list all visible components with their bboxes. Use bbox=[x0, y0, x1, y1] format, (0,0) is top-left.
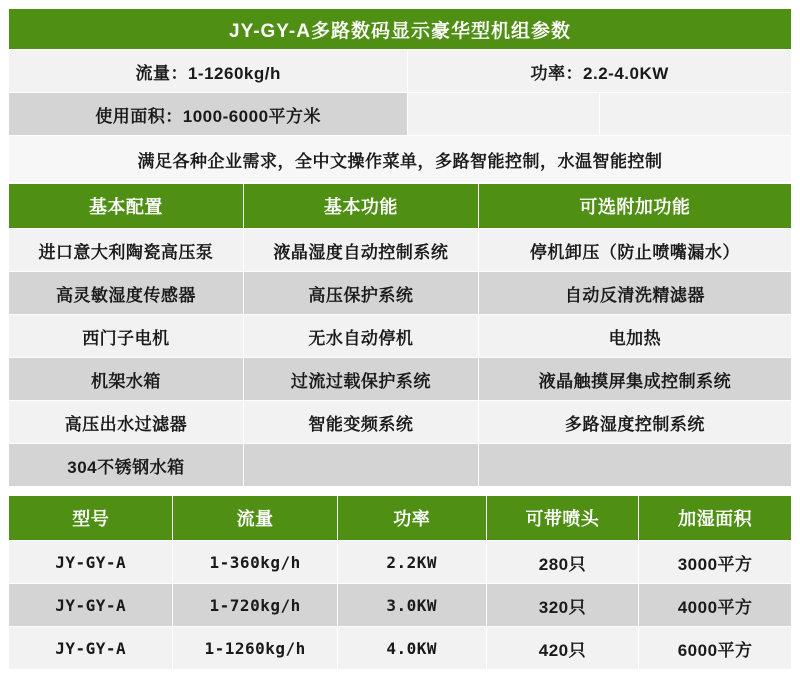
model-cell: 1-720kg/h bbox=[173, 584, 337, 627]
config-header-basic-function: 基本功能 bbox=[243, 184, 478, 229]
config-cell: 停机卸压（防止喷嘴漏水） bbox=[478, 229, 791, 272]
table-row bbox=[9, 50, 792, 93]
config-cell: 过流过载保护系统 bbox=[243, 358, 478, 401]
empty-cell bbox=[600, 93, 792, 136]
area-cell: 使用面积：1000-6000平方米 bbox=[9, 93, 408, 136]
model-cell: 3.0KW bbox=[337, 584, 486, 627]
table-row bbox=[9, 358, 792, 401]
model-cell: 4000平方 bbox=[639, 584, 792, 627]
config-cell: 高压出水过滤器 bbox=[9, 401, 244, 444]
model-header-flow: 流量 bbox=[173, 496, 337, 541]
table-title-row bbox=[9, 9, 792, 50]
spacer-table bbox=[8, 487, 792, 495]
table-row bbox=[9, 584, 792, 627]
model-cell: 3000平方 bbox=[639, 541, 792, 584]
parameters-table bbox=[8, 8, 792, 183]
model-table bbox=[8, 495, 792, 670]
table-row bbox=[9, 315, 792, 358]
config-cell: 高压保护系统 bbox=[243, 272, 478, 315]
config-cell: 自动反清洗精滤器 bbox=[478, 272, 791, 315]
config-cell bbox=[243, 444, 478, 487]
model-header-area: 加湿面积 bbox=[639, 496, 792, 541]
config-cell: 多路湿度控制系统 bbox=[478, 401, 791, 444]
config-cell: 无水自动停机 bbox=[243, 315, 478, 358]
model-header-nozzles: 可带喷头 bbox=[486, 496, 639, 541]
model-cell: 280只 bbox=[486, 541, 639, 584]
table-row bbox=[9, 272, 792, 315]
config-cell: 进口意大利陶瓷高压泵 bbox=[9, 229, 244, 272]
table-row bbox=[9, 541, 792, 584]
power-cell: 功率：2.2-4.0KW bbox=[408, 50, 792, 93]
config-cell: 高灵敏湿度传感器 bbox=[9, 272, 244, 315]
table-row bbox=[9, 401, 792, 444]
table-row bbox=[9, 93, 792, 136]
table-row bbox=[9, 627, 792, 670]
table-row bbox=[9, 229, 792, 272]
config-cell: 304不锈钢水箱 bbox=[9, 444, 244, 487]
model-cell: 2.2KW bbox=[337, 541, 486, 584]
config-header-row bbox=[9, 184, 792, 229]
model-cell: 4.0KW bbox=[337, 627, 486, 670]
configuration-table bbox=[8, 183, 792, 487]
config-cell: 液晶湿度自动控制系统 bbox=[243, 229, 478, 272]
flow-cell: 流量：1-1260kg/h bbox=[9, 50, 408, 93]
model-header-row bbox=[9, 496, 792, 541]
model-header-power: 功率 bbox=[337, 496, 486, 541]
spacer-cell bbox=[8, 487, 792, 495]
model-cell: 1-1260kg/h bbox=[173, 627, 337, 670]
table-row bbox=[9, 444, 792, 487]
config-cell: 西门子电机 bbox=[9, 315, 244, 358]
config-header-optional-function: 可选附加功能 bbox=[478, 184, 791, 229]
spacer-row bbox=[8, 487, 792, 495]
config-cell bbox=[478, 444, 791, 487]
model-header-model: 型号 bbox=[9, 496, 173, 541]
config-header-basic-config: 基本配置 bbox=[9, 184, 244, 229]
table-row bbox=[9, 136, 792, 183]
model-cell: 1-360kg/h bbox=[173, 541, 337, 584]
empty-cell bbox=[408, 93, 600, 136]
model-cell: 6000平方 bbox=[639, 627, 792, 670]
config-cell: 智能变频系统 bbox=[243, 401, 478, 444]
model-cell: JY-GY-A bbox=[9, 541, 173, 584]
config-cell: 机架水箱 bbox=[9, 358, 244, 401]
config-cell: 电加热 bbox=[478, 315, 791, 358]
model-cell: JY-GY-A bbox=[9, 627, 173, 670]
model-cell: 320只 bbox=[486, 584, 639, 627]
config-cell: 液晶触摸屏集成控制系统 bbox=[478, 358, 791, 401]
sheet-title: JY-GY-A多路数码显示豪华型机组参数 bbox=[9, 9, 792, 50]
note-cell: 满足各种企业需求，全中文操作菜单，多路智能控制，水温智能控制 bbox=[9, 136, 792, 183]
model-cell: 420只 bbox=[486, 627, 639, 670]
model-cell: JY-GY-A bbox=[9, 584, 173, 627]
